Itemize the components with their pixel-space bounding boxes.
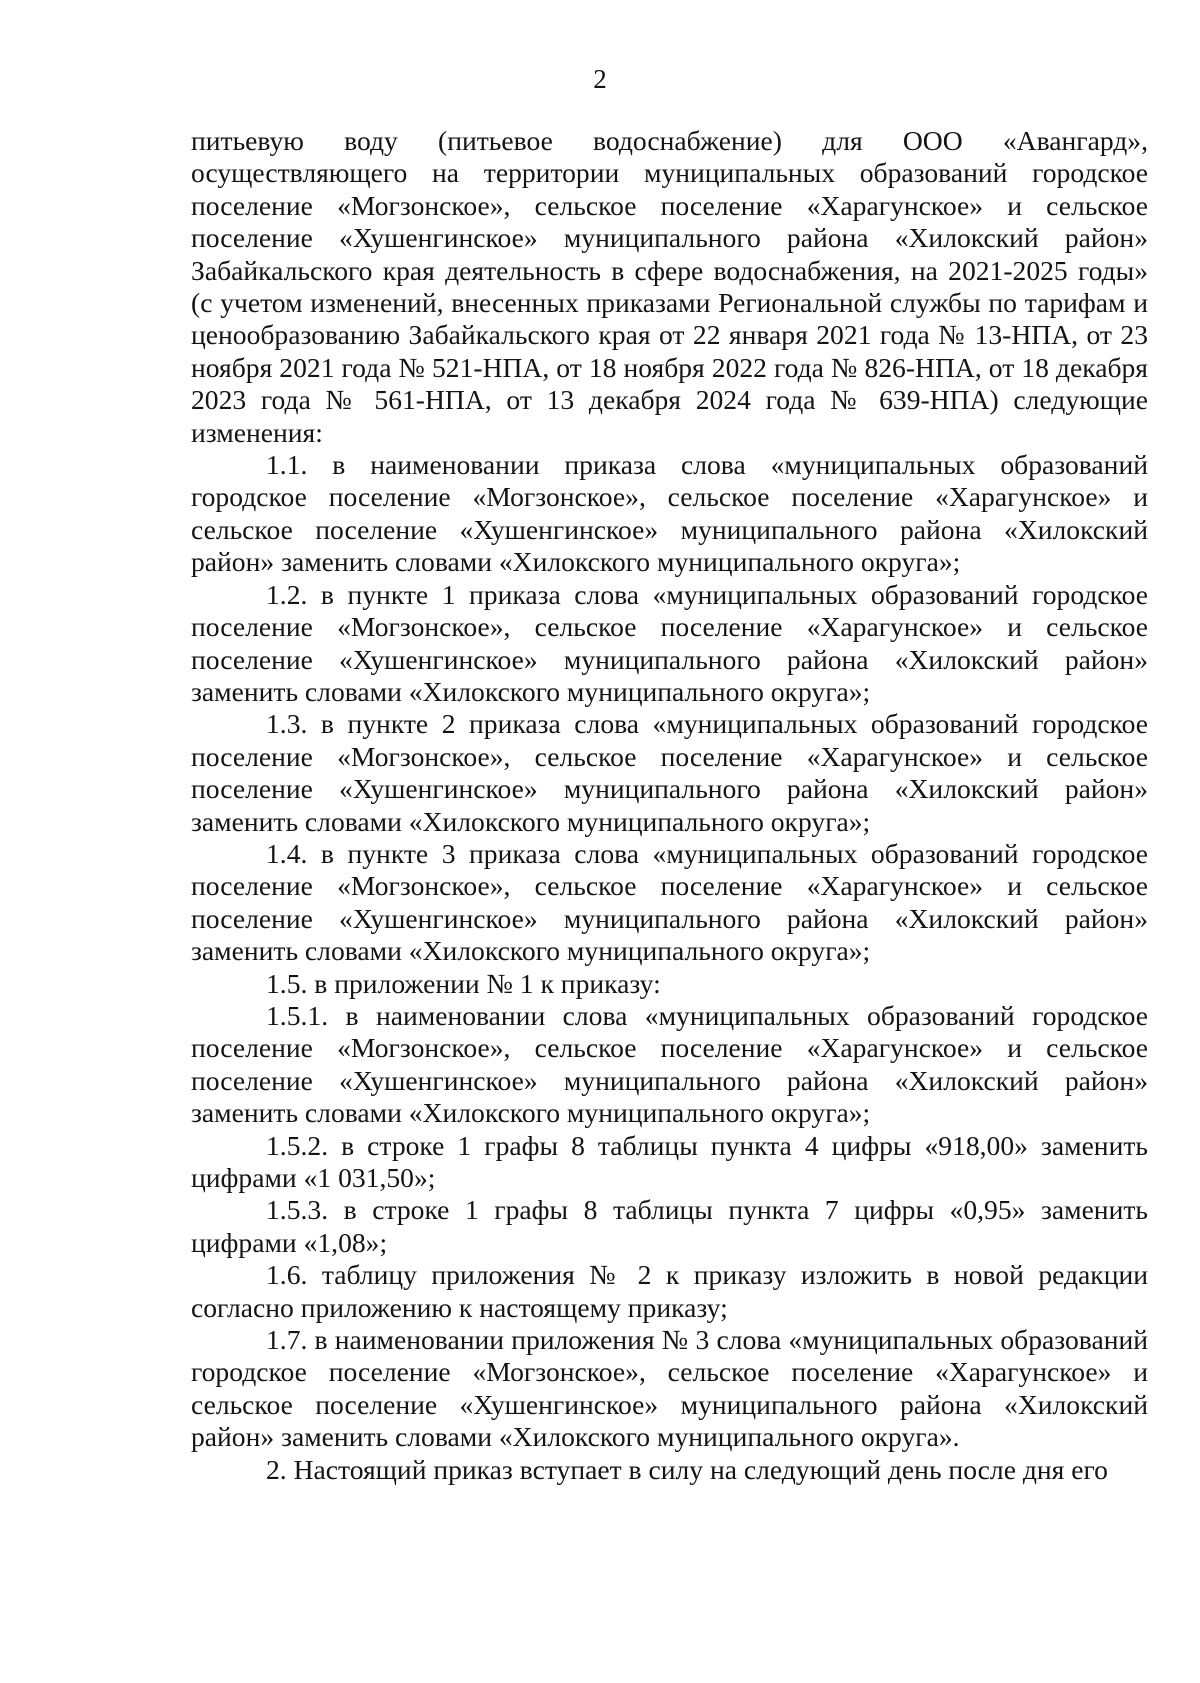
paragraph-1-6: 1.6. таблицу приложения № 2 к приказу изложить в новой редакции согласно приложению к настоящему приказу; [191,1259,1148,1323]
paragraph-intro: питьевую воду (питьевое водоснабжение) для ООО «Авангард», осуществляющего на территории муниципальных образований городское поселение «Могзонское», сельское поселение «Харагунское» и сельское поселение «Хушенгинское» муниципального района «Хилокский район» Забайкальского края деятельность в сфере водоснабжения, на 2021-2025 годы» (с учетом изменений, внесенных приказами Региональной службы по тарифам и ценообразованию Забайкальского края от 22 января 2021 года № 13-НПА, от 23 ноября 2021 года № 521-НПА, от 18 ноября 2022 года № 826-НПА, от 18 декабря 2023 года № 561-НПА, от 13 декабря 2024 года № 639-НПА) следующие изменения: [191,125,1148,448]
document-body [191,125,1148,1486]
paragraph-1-2: 1.2. в пункте 1 приказа слова «муниципальных образований городское поселение «Могзонское», сельское поселение «Харагунское» и сельское поселение «Хушенгинское» муниципального района «Хилокский район» заменить словами «Хилокского муниципального округа»; [191,578,1148,707]
paragraph-1-4: 1.4. в пункте 3 приказа слова «муниципальных образований городское поселение «Могзонское», сельское поселение «Харагунское» и сельское поселение «Хушенгинское» муниципального района «Хилокский район» заменить словами «Хилокского муниципального округа»; [191,837,1148,967]
paragraph-1-3: 1.3. в пункте 2 приказа слова «муниципальных образований городское поселение «Могзонское», сельское поселение «Харагунское» и сельское поселение «Хушенгинское» муниципального района «Хилокский район» заменить словами «Хилокского муниципального округа»; [191,708,1148,837]
paragraph-1-7: 1.7. в наименовании приложения № 3 слова «муниципальных образований городское поселение «Могзонское», сельское поселение «Харагунское» и сельское поселение «Хушенгинское» муниципального района «Хилокский район» заменить словами «Хилокского муниципального округа». [191,1324,1148,1453]
paragraph-1-5-3: 1.5.3. в строке 1 графы 8 таблицы пункта 7 цифры «0,95» заменить цифрами «1,08»; [191,1194,1148,1258]
paragraph-1-1: 1.1. в наименовании приказа слова «муниципальных образований городское поселение «Могзонское», сельское поселение «Харагунское» и сельское поселение «Хушенгинское» муниципального района «Хилокский район» заменить словами «Хилокского муниципального округа»; [191,449,1148,578]
paragraph-1-5-1: 1.5.1. в наименовании слова «муниципальных образований городское поселение «Могзонское», сельское поселение «Харагунское» и сельское поселение «Хушенгинское» муниципального района «Хилокский район» заменить словами «Хилокского муниципального округа»; [191,999,1148,1129]
paragraph-2: 2. Настоящий приказ вступает в силу на следующий день после дня его [266,1453,1108,1485]
page-number: 2 [593,64,607,94]
paragraph-1-5: 1.5. в приложении № 1 к приказу: [266,967,661,999]
paragraph-1-5-2: 1.5.2. в строке 1 графы 8 таблицы пункта 4 цифры «918,00» заменить цифрами «1 031,50»; [191,1129,1148,1193]
